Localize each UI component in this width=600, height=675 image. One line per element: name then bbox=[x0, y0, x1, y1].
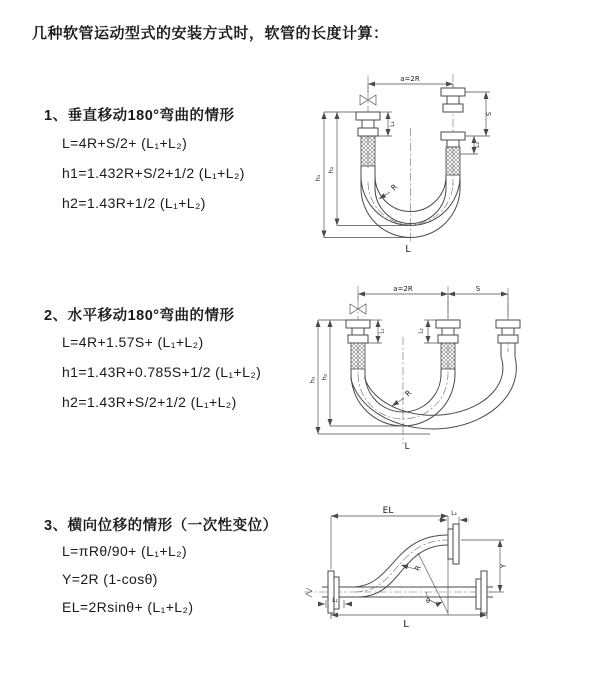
section-3-formula-EL: EL=2Rsinθ+ (L₁+L₂) bbox=[62, 599, 194, 615]
section-1-formula-L: L=4R+S/2+ (L₁+L₂) bbox=[62, 135, 188, 151]
svg-text:L₂: L₂ bbox=[474, 142, 481, 148]
right-upper-flange bbox=[448, 524, 459, 564]
hose-u-bend bbox=[351, 343, 516, 429]
svg-text:L₁: L₁ bbox=[379, 328, 386, 334]
braided-hose-section-middle bbox=[441, 343, 455, 369]
dimension-s bbox=[465, 92, 493, 136]
length-label: L bbox=[404, 442, 410, 452]
section-2-heading: 2、水平移动180°弯曲的情形 bbox=[44, 308, 235, 324]
section-3-formula-Y: Y=2R (1-cosθ) bbox=[62, 571, 158, 587]
svg-text:R: R bbox=[403, 388, 414, 399]
page-title: 几种软管运动型式的安装方式时，软管的长度计算： bbox=[32, 25, 389, 42]
svg-text:L₁: L₁ bbox=[389, 121, 396, 127]
section-2-formula-L: L=4R+1.57S+ (L₁+L₂) bbox=[62, 334, 204, 350]
svg-text:h₁: h₁ bbox=[308, 376, 317, 384]
section-3-heading: 3、横向位移的情形（一次性变位） bbox=[44, 518, 278, 534]
left-flange-stack bbox=[356, 112, 380, 136]
svg-text:Y: Y bbox=[499, 563, 508, 569]
svg-text:R: R bbox=[389, 182, 400, 193]
pipe-break-mark bbox=[306, 588, 312, 597]
svg-text:L₁: L₁ bbox=[332, 598, 338, 604]
length-label: L bbox=[405, 244, 411, 255]
svg-text:L: L bbox=[403, 619, 409, 630]
svg-text:S: S bbox=[475, 285, 481, 293]
svg-text:L₂: L₂ bbox=[418, 328, 425, 334]
svg-text:EL: EL bbox=[382, 506, 394, 516]
right-flange-stack-lower bbox=[441, 132, 465, 147]
dimension-a2r bbox=[358, 285, 448, 318]
middle-flange-stack bbox=[436, 320, 460, 343]
right-flange-stack bbox=[496, 320, 520, 343]
svg-text:θ: θ bbox=[426, 597, 430, 605]
theta-angle bbox=[426, 592, 442, 605]
right-flange-stack-upper bbox=[441, 88, 465, 112]
braided-hose-section-right bbox=[446, 147, 460, 175]
braided-hose-section-left bbox=[351, 343, 365, 369]
diagram-horizontal-180-bend bbox=[308, 282, 598, 460]
dimension-l2 bbox=[438, 511, 469, 524]
svg-text:S: S bbox=[485, 111, 493, 117]
svg-text:a=2R: a=2R bbox=[400, 75, 420, 83]
svg-text:h₁: h₁ bbox=[314, 174, 322, 182]
dimension-a2r bbox=[368, 75, 453, 92]
section-1-formula-h1: h1=1.432R+S/2+1/2 (L₁+L₂) bbox=[62, 165, 245, 181]
dimension-s bbox=[448, 285, 508, 318]
svg-text:h₂: h₂ bbox=[320, 373, 329, 381]
diagram-lateral-displacement bbox=[298, 503, 600, 638]
section-2-formula-h2: h2=1.43R+S/2+1/2 (L₁+L₂) bbox=[62, 394, 237, 410]
svg-text:h₂: h₂ bbox=[327, 166, 335, 174]
section-2-formula-h1: h1=1.43R+0.785S+1/2 (L₁+L₂) bbox=[62, 364, 262, 380]
svg-text:R: R bbox=[413, 564, 423, 572]
section-3-formula-L: L=πRθ/90+ (L₁+L₂) bbox=[62, 543, 188, 559]
svg-text:L₂: L₂ bbox=[451, 511, 457, 517]
s-curve-hose-displaced bbox=[352, 535, 448, 597]
angle-construction-line bbox=[418, 553, 448, 613]
left-flange-stack bbox=[346, 320, 370, 343]
braided-hose-section-left bbox=[361, 136, 375, 166]
diagram-vertical-180-bend bbox=[310, 70, 590, 260]
section-1-formula-h2: h2=1.43R+1/2 (L₁+L₂) bbox=[62, 195, 206, 211]
radius-leader bbox=[392, 388, 413, 406]
dimension-l bbox=[331, 613, 487, 630]
svg-text:a=2R: a=2R bbox=[393, 285, 413, 293]
section-1-heading: 1、垂直移动180°弯曲的情形 bbox=[44, 108, 235, 124]
